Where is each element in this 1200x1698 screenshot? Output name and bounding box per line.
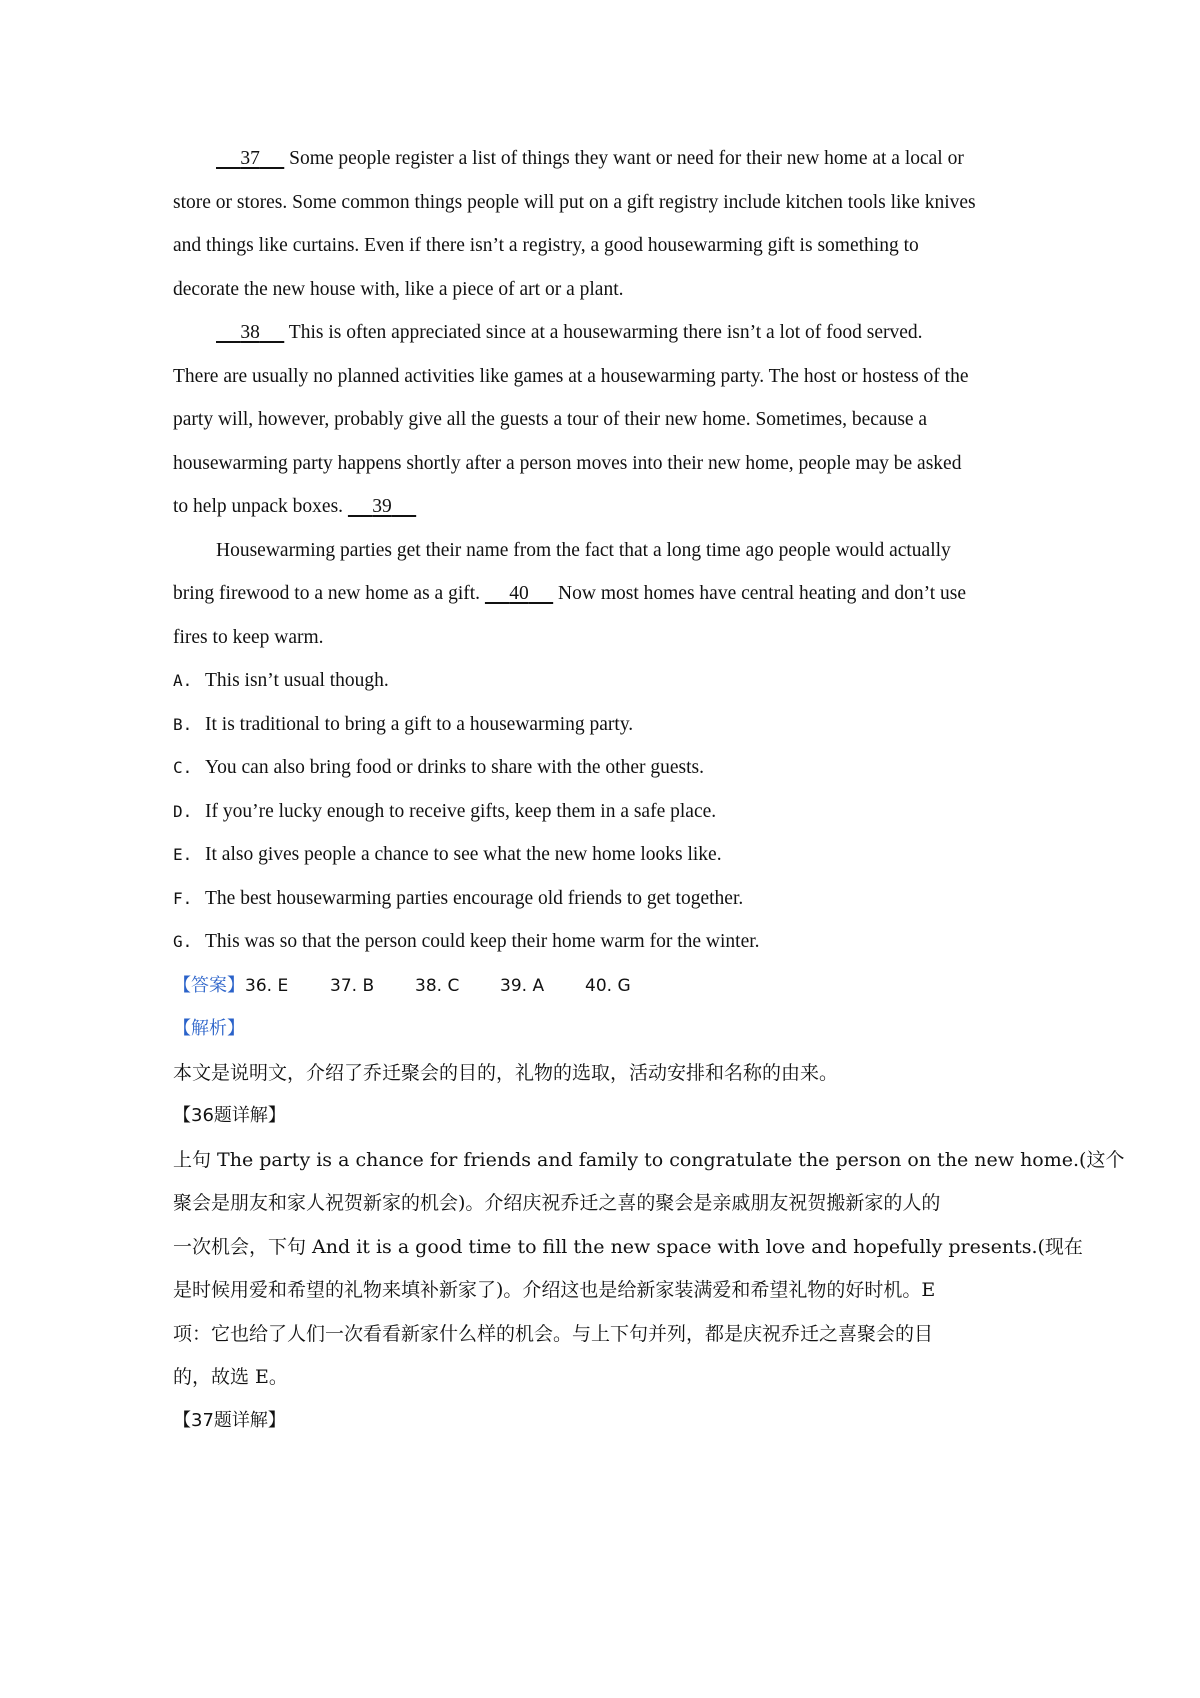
passage-text: This is often appreciated since at a housewarming there isn’t a lot of food served. [288, 322, 923, 343]
blank-39: 39 [372, 496, 392, 517]
passage-line [216, 320, 1086, 346]
passage-line: fires to keep warm. [173, 627, 324, 648]
q36-heading: 【36题详解】 [173, 1105, 286, 1126]
option-item [173, 668, 1043, 694]
passage-text: bring firewood to a new home as a gift. [173, 583, 481, 604]
passage-line [173, 581, 1043, 607]
passage-line: There are usually no planned activities like games at a housewarming party. The host or hostess of the [173, 366, 969, 387]
option-letter: A. [173, 671, 193, 690]
analysis-summary: 本文是说明文，介绍了乔迁聚会的目的，礼物的选取，活动安排和名称的由来。 [173, 1062, 839, 1084]
option-letter: D. [173, 802, 193, 821]
option-item [173, 929, 1043, 955]
option-letter: E. [173, 845, 193, 864]
answer-item: 38. C [415, 976, 460, 996]
passage-line [216, 146, 1086, 172]
option-text: The best housewarming parties encourage old friends to get together. [205, 888, 744, 909]
option-letter: G. [173, 932, 193, 951]
answer-row [173, 973, 1043, 999]
option-text: If you’re lucky enough to receive gifts, keep them in a safe place. [205, 801, 717, 822]
q36-line: 一次机会，下句 And it is a good time to fill the new space with love and hopefully presents.(现在 [173, 1236, 1083, 1258]
answer-item: 36. E [245, 976, 289, 996]
passage-text: Now most homes have central heating and don’t use [558, 583, 967, 604]
option-item [173, 799, 1043, 825]
blank-40: 40 [509, 583, 529, 604]
option-letter: C. [173, 758, 193, 777]
option-text: This isn’t usual though. [205, 670, 389, 691]
q36-line: 的，故选 E。 [173, 1366, 288, 1388]
passage-line: and things like curtains. Even if there isn’t a registry, a good housewarming gift is something to [173, 235, 919, 256]
passage-line: housewarming party happens shortly after a person moves into their new home, people may be asked [173, 453, 962, 474]
option-letter: F. [173, 889, 193, 908]
answer-item: 39. A [500, 976, 545, 996]
option-item [173, 755, 1043, 781]
passage-line: party will, however, probably give all the guests a tour of their new home. Sometimes, because a [173, 409, 928, 430]
q37-heading: 【37题详解】 [173, 1410, 286, 1431]
blank-37: 37 [240, 148, 260, 169]
option-letter: B. [173, 715, 193, 734]
option-text: This was so that the person could keep their home warm for the winter. [205, 931, 760, 952]
passage-line: Housewarming parties get their name from the fact that a long time ago people would actually [216, 540, 951, 561]
q36-line: 项：它也给了人们一次看看新家什么样的机会。与上下句并列，都是庆祝乔迁之喜聚会的目 [173, 1323, 934, 1345]
passage-text: Some people register a list of things they want or need for their new home at a local or [289, 148, 964, 169]
option-text: You can also bring food or drinks to share with the other guests. [205, 757, 704, 778]
q36-line: 上句 The party is a chance for friends and family to congratulate the person on the new home.(这个 [173, 1149, 1125, 1171]
option-text: It also gives people a chance to see what the new home looks like. [205, 844, 722, 865]
passage-line [173, 494, 1043, 520]
answer-item: 37. B [330, 976, 375, 996]
option-item [173, 842, 1043, 868]
blank-38: 38 [240, 322, 260, 343]
option-item [173, 886, 1043, 912]
q36-line: 聚会是朋友和家人祝贺新家的机会)。介绍庆祝乔迁之喜的聚会是亲戚朋友祝贺搬新家的人的 [173, 1192, 941, 1214]
passage-text: to help unpack boxes. [173, 496, 344, 517]
answer-item: 40. G [585, 976, 631, 996]
passage-line: decorate the new house with, like a piece of art or a plant. [173, 279, 624, 300]
analysis-label: 【解析】 [173, 1018, 245, 1039]
passage-line: store or stores. Some common things people will put on a gift registry include kitchen tools like knives [173, 192, 976, 213]
q36-line: 是时候用爱和希望的礼物来填补新家了)。介绍这也是给新家装满爱和希望礼物的好时机。E [173, 1279, 936, 1301]
option-text: It is traditional to bring a gift to a housewarming party. [205, 714, 634, 735]
answer-label: 【答案】 [173, 975, 245, 996]
option-item [173, 712, 1043, 738]
